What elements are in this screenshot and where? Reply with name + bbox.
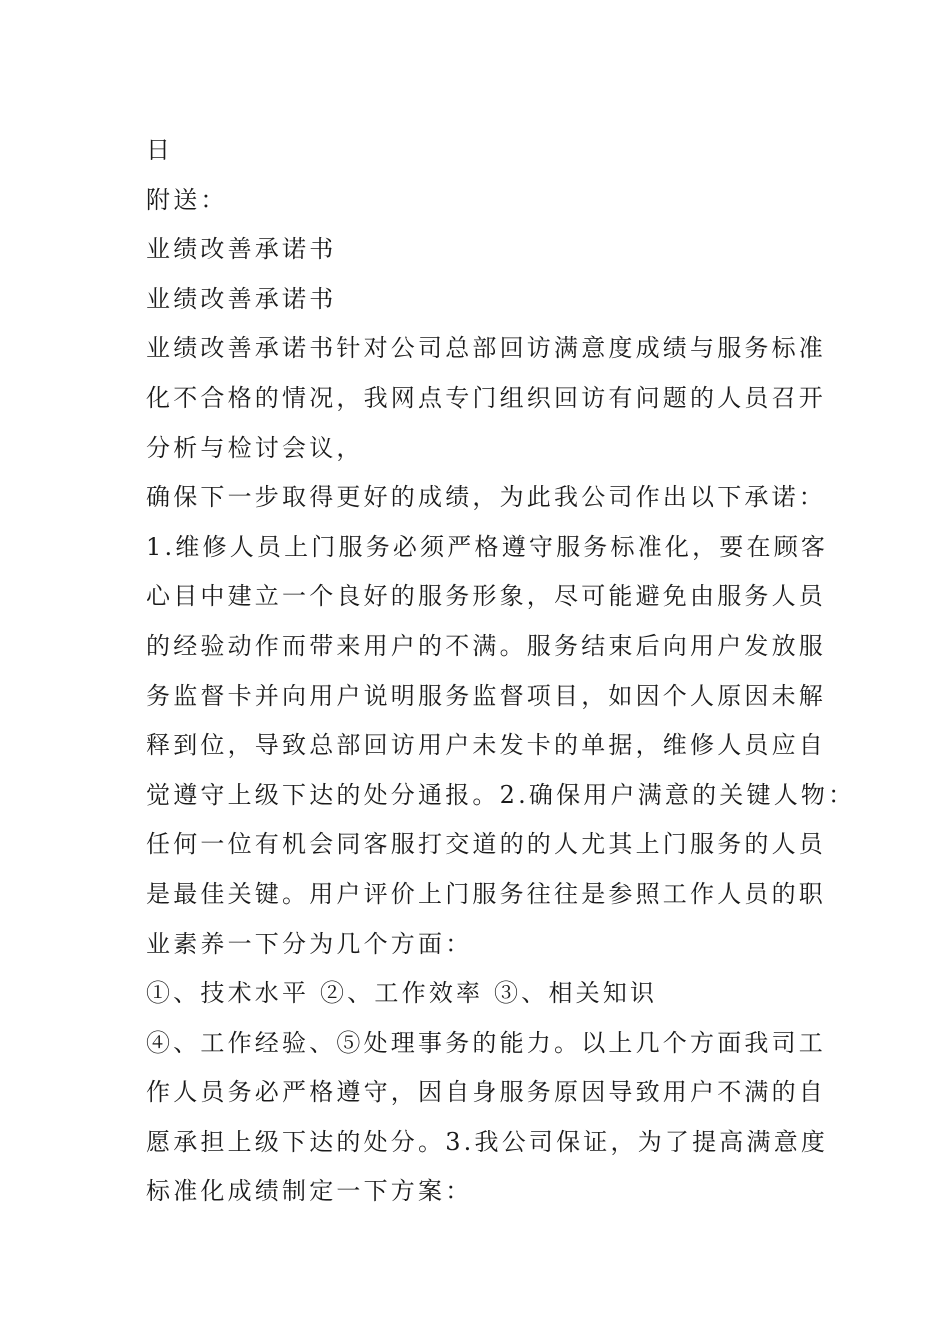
text-line: 释到位，导致总部回访用户未发卡的单据，维修人员应自 xyxy=(146,731,826,760)
text-line: 标准化成绩制定一下方案： xyxy=(146,1177,473,1206)
text-line: 心目中建立一个良好的服务形象，尽可能避免由服务人员 xyxy=(146,582,826,611)
text-line: 的经验动作而带来用户的不满。服务结束后向用户发放服 xyxy=(146,631,826,660)
text-line: 是最佳关键。用户评价上门服务往往是参照工作人员的职 xyxy=(146,879,826,908)
text-line: 附送： xyxy=(146,185,228,214)
text-line: 觉遵守上级下达的处分通报。2.确保用户满意的关键人物： xyxy=(146,780,856,809)
text-line: 日 xyxy=(146,136,174,164)
text-line: 分析与检讨会议， xyxy=(146,433,364,462)
document-heading: 业绩改善承诺书 xyxy=(146,235,337,264)
text-line: 作人员务必严格遵守，因自身服务原因导致用户不满的自 xyxy=(146,1078,826,1107)
text-line: ①、技术水平 ②、工作效率 ③、相关知识 xyxy=(146,979,658,1008)
document-body xyxy=(146,126,856,1217)
text-line: 任何一位有机会同客服打交道的的人尤其上门服务的人员 xyxy=(146,830,826,859)
text-line: ④、工作经验、⑤处理事务的能力。以上几个方面我司工 xyxy=(146,1028,826,1057)
document-heading: 业绩改善承诺书 xyxy=(146,284,337,313)
text-line: 化不合格的情况，我网点专门组织回访有问题的人员召开 xyxy=(146,383,826,412)
text-line: 确保下一步取得更好的成绩，为此我公司作出以下承诺： xyxy=(146,483,826,512)
text-line: 业绩改善承诺书针对公司总部回访满意度成绩与服务标准 xyxy=(146,334,826,363)
text-line: 愿承担上级下达的处分。3.我公司保证，为了提高满意度 xyxy=(146,1127,829,1156)
text-line: 业素养一下分为几个方面： xyxy=(146,929,473,958)
text-line: 1.维修人员上门服务必须严格遵守服务标准化，要在顾客 xyxy=(146,532,829,561)
text-line: 务监督卡并向用户说明服务监督项目，如因个人原因未解 xyxy=(146,681,826,710)
